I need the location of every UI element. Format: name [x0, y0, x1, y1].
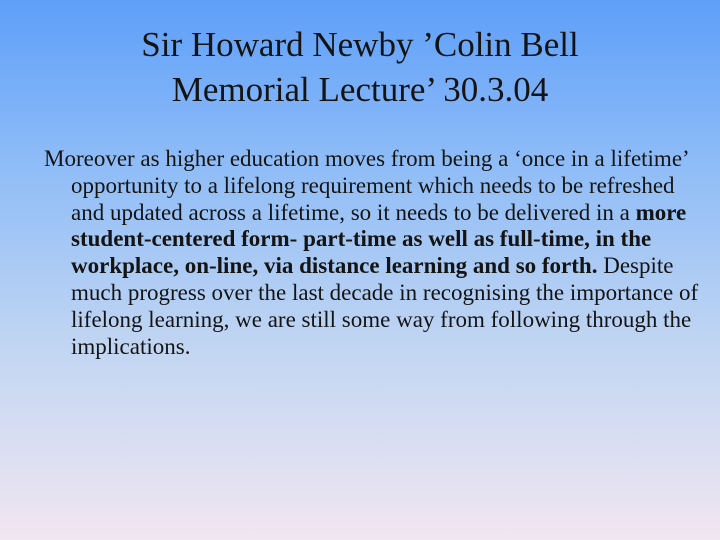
- title-line-1: Sir Howard Newby ’Colin Bell: [141, 25, 579, 64]
- paragraph-text-after: Despite much progress over the last decade in recognising the importance of lifelong learning, we are still some way from following through the implications.: [71, 253, 699, 359]
- paragraph-bold-text: more student-centered form- part-time as well as full-time, in the workplace, on-line, via distance learning and so forth.: [71, 199, 687, 279]
- title-line-2: Memorial Lecture’ 30.3.04: [171, 70, 549, 109]
- slide-title: [60, 22, 660, 112]
- body-paragraph: [44, 146, 707, 360]
- paragraph-text-before: Moreover as higher education moves from being a ‘once in a lifetime’ opportunity to a lifelong requirement which needs to be refreshed and updated across a lifetime, so it needs to be delivered in a: [44, 146, 688, 225]
